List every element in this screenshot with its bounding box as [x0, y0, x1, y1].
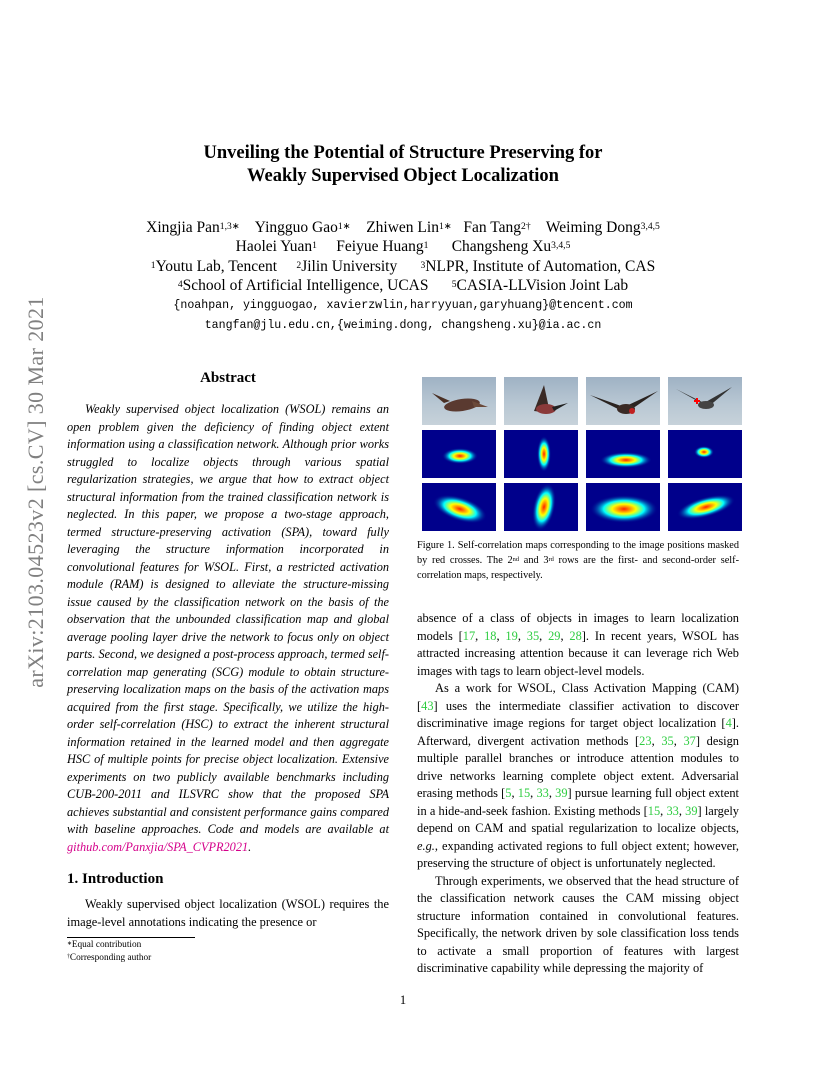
- footnote-text: Equal contribution: [71, 940, 142, 950]
- abstract-end: .: [248, 839, 252, 854]
- text: As a work for WSOL, Class Activation Mapping (CAM) [: [417, 681, 739, 713]
- author-sup: 1∗: [337, 220, 351, 232]
- text: e.g.: [417, 838, 435, 853]
- author-line-2: [0, 237, 806, 257]
- paragraph: As a work for WSOL, Class Activation Mapping (CAM) [43] uses the intermediate classifier activation to discover discriminative image regions for target object localization [4]. Afterward, divergent activation methods [23, 35, 37] design multiple parallel branches or introduce attention modules to drive networks learning complete object extent. Adversarial erasing methods [5, 15, 33, 39] pursue learning full object extent in a hide-and-seek fashion. Existing methods [15, 33, 39] largely depend on CAM and spatial regularization to localize objects, e.g., expanding activated regions to full object extent; however, preserving the structure of object is unfortunately neglected.: [417, 681, 740, 870]
- arxiv-id: arXiv:2103.04523v2 [cs.CV] 30 Mar 2021: [23, 296, 48, 688]
- affiliation-sup: 5: [451, 278, 457, 290]
- first-order-map: [586, 430, 660, 478]
- bird-image: [586, 377, 660, 425]
- citation-link[interactable]: 29: [548, 628, 561, 643]
- heatmap-image: [668, 430, 742, 478]
- title-line-1: Unveiling the Potential of Structure Preserving for: [203, 143, 603, 163]
- text: ]. In recent years, WSOL has attracted increasing attention because it can leverage rich Web images with tags to learn object-level models.: [417, 628, 739, 678]
- footnote-mark: †: [67, 953, 70, 960]
- text: ] pursue learning full object extent in a hide-and-seek fashion. Existing methods [: [417, 786, 740, 818]
- citation-link[interactable]: 5: [505, 786, 512, 800]
- author-sup: 2†: [521, 220, 531, 232]
- heatmap-image: [504, 483, 578, 531]
- second-order-map: [422, 483, 496, 531]
- abstract-heading: Abstract: [200, 370, 256, 386]
- citation-link[interactable]: 28: [569, 628, 582, 643]
- text: ] largely depend on CAM and spatial regularization to localize objects,: [417, 803, 740, 835]
- intro-body: [67, 896, 389, 931]
- heatmap-image: [422, 430, 496, 478]
- citation-link[interactable]: 33: [666, 803, 679, 818]
- footnote-text: Corresponding author: [69, 953, 152, 963]
- heatmap-image: [586, 430, 660, 478]
- affiliation: CASIA-LLVision Joint Lab: [456, 277, 629, 294]
- caption-text: and 3: [519, 555, 549, 566]
- page-number: 1: [399, 993, 407, 1007]
- affiliation-line-2: [0, 276, 806, 296]
- citation-link[interactable]: 37: [683, 733, 696, 748]
- figure-1: [422, 377, 742, 533]
- paragraph: Through experiments, we observed that the head structure of the classification network causes the CAM missing object structure information contained in convolutional features. Specifically, the network driven by sole classification loss tends to activate a small proportion of features with largest discriminative capability while depressing the majority of: [417, 873, 739, 975]
- title-line-2: Weakly Supervised Object Localization: [247, 166, 559, 186]
- affiliation-line-1: [0, 257, 806, 277]
- footnote-equal: [67, 939, 367, 952]
- citation-link[interactable]: 39: [685, 803, 698, 818]
- citation-link[interactable]: 35: [661, 733, 674, 748]
- citation-link[interactable]: 39: [555, 786, 568, 800]
- citation-link[interactable]: 18: [484, 628, 497, 643]
- author-name: Fan Tang: [463, 219, 522, 236]
- bird-image: [422, 377, 496, 425]
- intro-text: Weakly supervised object localization (WSOL) requires the image-level annotations indicating the presence or: [67, 897, 389, 929]
- second-order-map: [586, 483, 660, 531]
- author-name: Xingjia Pan: [146, 219, 220, 236]
- bird-photo: [586, 377, 660, 425]
- first-order-map: [504, 430, 578, 478]
- heatmap-image: [422, 483, 496, 531]
- code-link[interactable]: github.com/Panxjia/SPA_CVPR2021: [67, 839, 249, 854]
- affiliation: Youtu Lab, Tencent: [155, 258, 278, 275]
- author-sup: 1,3∗: [219, 220, 240, 232]
- abstract-text: Weakly supervised object localization (WSOL) remains an open problem given the deficiency of finding object extent information using a classification network. Although prior works struggled to localize objects through various spatial regularization strategies, we argue that how to extract object structural information from the trained classification network is neglected. In this paper, we propose a two-stage approach, termed structure-preserving activation (SPA), toward fully leveraging the structure information incorporated in convolutional features for WSOL. First, a restricted activation module (RAM) is designed to alleviate the structure-missing issue caused by the classification network on the basis of the observation that the unbounded classification map and global average pooling layer drive the network to focus only on object parts. Second, we designed a post-process approach, termed self-correlation map generating (SCG) module to obtain structure-preserving localization maps on the basis of the activation maps acquired from the first stage. Specifically, we utilize the high-order self-correlation (HSC) to extract the inherent structural information retained in the learned model and then aggregate HSC of multiple points for precise object localization. Extensive experiments on two publicly available benchmarks including CUB-200-2011 and ILSVRC show that the proposed SPA achieves substantial and consistent performance gains compared with baseline approaches. Code and models are available at: [67, 402, 389, 836]
- affiliation: Jilin University: [301, 258, 398, 275]
- footnote-rule: [67, 937, 195, 938]
- affiliation-sup: 2: [296, 259, 302, 271]
- caption-sup: rd: [548, 555, 554, 563]
- second-order-map: [504, 483, 578, 531]
- bird-image: [504, 377, 578, 425]
- citation-link[interactable]: 35: [526, 628, 540, 643]
- bird-photo: [504, 377, 578, 425]
- first-order-map: [422, 430, 496, 478]
- affiliation-sup: 3: [420, 259, 426, 271]
- heatmap-image: [504, 430, 578, 478]
- author-line-1: [0, 218, 806, 238]
- citation-link[interactable]: 17: [462, 628, 476, 643]
- footnote-mark: ∗: [67, 940, 72, 947]
- figure-caption: [417, 538, 739, 583]
- first-order-map: [668, 430, 742, 478]
- author-name: Haolei Yuan: [235, 238, 313, 255]
- author-sup: 1: [312, 239, 317, 251]
- email-line-1: {noahpan, yingguogao, xavierzwlin,harryyuan,garyhuang}@tencent.com: [173, 299, 633, 312]
- heatmap-image: [586, 483, 660, 531]
- arxiv-stamp: [23, 282, 49, 702]
- paragraph: absence of a class of objects in images to learn localization models [17, 18, 19, 35, 29, 28]. In recent years, WSOL has attracted increasing attention because it can leverage rich Web images with tags to learn object-level models.: [417, 611, 739, 678]
- citation-link[interactable]: 19: [505, 628, 518, 643]
- citation-link[interactable]: 4: [725, 716, 732, 730]
- author-name: Zhiwen Lin: [366, 219, 439, 236]
- right-column: [417, 610, 739, 978]
- text: ] design multiple parallel branches or introduce attention modules to drive networks learning complete object extent. Adversarial erasing methods [: [417, 733, 740, 800]
- bird-photo: [422, 377, 496, 425]
- email-line-2: tangfan@jlu.edu.cn,{weiming.dong, changsheng.xu}@ia.ac.cn: [204, 319, 602, 332]
- caption-text: rows are the first- and second-order self-correlation maps, respectively.: [417, 555, 739, 581]
- citation-link[interactable]: 23: [639, 733, 652, 748]
- affiliation: School of Artificial Intelligence, UCAS: [182, 277, 429, 294]
- text: , expanding activated regions to full object extent; however, preserving the structure of object is unfortunately neglected.: [417, 838, 739, 870]
- author-name: Yingguo Gao: [254, 219, 338, 236]
- second-order-map: [668, 483, 742, 531]
- footnote-corresponding: [67, 952, 367, 965]
- bird-image: [668, 377, 742, 425]
- author-name: Feiyue Huang: [336, 238, 424, 255]
- author-sup: 3,4,5: [551, 239, 571, 251]
- text: ] uses the intermediate classifier activation to discover discriminative image regions for target object localization [: [417, 698, 739, 730]
- affiliation: NLPR, Institute of Automation, CAS: [425, 258, 656, 275]
- text: ]. Afterward, divergent activation methods [: [417, 716, 739, 748]
- affiliation-sup: 4: [177, 278, 183, 290]
- author-sup: 1∗: [438, 220, 452, 232]
- author-name: Weiming Dong: [545, 219, 641, 236]
- citation-link[interactable]: 43: [421, 698, 434, 713]
- intro-heading: 1. Introduction: [67, 871, 164, 887]
- citation-link[interactable]: 15: [517, 786, 531, 800]
- citation-link[interactable]: 15: [647, 803, 661, 818]
- caption-sup: nd: [512, 555, 520, 563]
- author-sup: 1: [423, 239, 429, 251]
- paper-title: [0, 142, 806, 188]
- bird-photo: [668, 377, 742, 425]
- author-sup: 3,4,5: [640, 220, 660, 232]
- author-name: Changsheng Xu: [451, 238, 552, 255]
- citation-link[interactable]: 33: [536, 786, 549, 800]
- affiliation-sup: 1: [150, 259, 156, 271]
- heatmap-image: [668, 483, 742, 531]
- caption-text: Figure 1. Self-correlation maps corresponding to the image positions masked by red crosses. The 2: [417, 540, 739, 566]
- text: absence of a class of objects in images to learn localization models [: [417, 611, 739, 643]
- abstract-body: [67, 401, 389, 856]
